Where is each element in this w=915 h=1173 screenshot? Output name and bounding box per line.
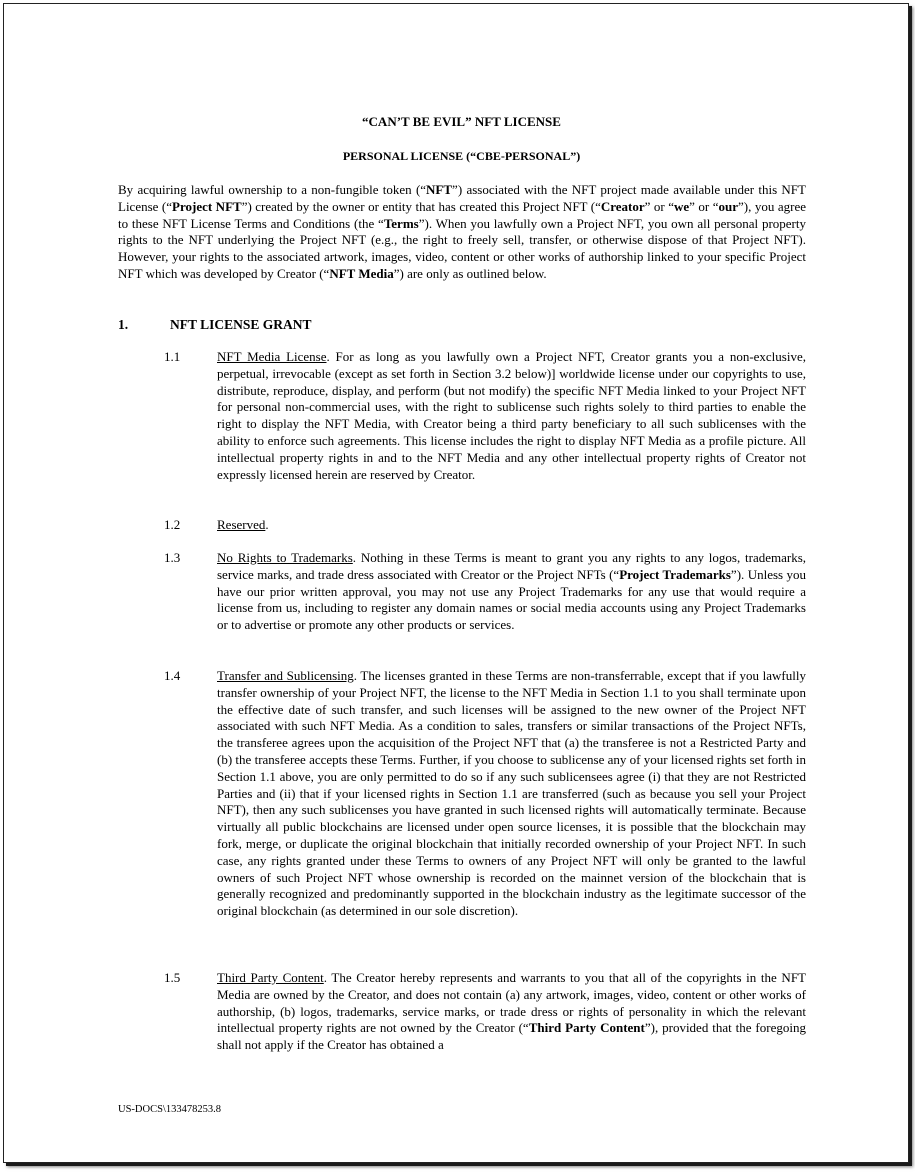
defined-term: our xyxy=(718,198,739,214)
clause-text: . For as long as you lawfully own a Project NFT, Creator grants you a non-exclusive, perpetual, irrevocable (except as set forth in Section 3.2 below)] worldwide license under our copyrights to use, distribute, reproduce, display, and perform (but not modify) the specific NFT Media linked to your Project NFT for personal non-commercial uses, with the right to sublicense such rights solely to third parties to enable the right to display the NFT Media, with Creator being a third party beneficiary to all such sublicenses with the ability to enforce such agreements. This license includes the right to display NFT Media as a profile picture. All intellectual property rights in and to the NFT Media and any other intellectual property rights of Creator not expressly licensed herein are reserved by Creator. xyxy=(217,349,806,482)
intro-text: ”) are only as outlined below. xyxy=(393,265,547,281)
defined-term: Project Trademarks xyxy=(619,566,731,582)
document-id-footer: US-DOCS\133478253.8 xyxy=(118,1104,221,1115)
clause-number: 1.5 xyxy=(164,970,181,985)
intro-text: ” or “ xyxy=(689,198,719,214)
intro-text: ”), you agree to these NFT License Terms and Conditions (the “ xyxy=(118,198,806,231)
intro-paragraph xyxy=(118,182,806,283)
clause-1-5 xyxy=(164,970,806,1054)
document-subtitle: PERSONAL LICENSE (“CBE-PERSONAL”) xyxy=(342,149,581,163)
defined-term: Terms xyxy=(383,215,419,231)
section-heading xyxy=(118,316,312,333)
document-title: “CAN’T BE EVIL” NFT LICENSE xyxy=(362,114,561,129)
clause-text: ”), provided that the foregoing shall not apply if the Creator has obtained a xyxy=(217,1020,806,1053)
clause-heading: NFT Media License xyxy=(217,349,327,364)
clause-text: . xyxy=(265,517,269,532)
intro-text: By acquiring lawful ownership to a non-fungible token (“ xyxy=(118,182,427,197)
section-number: 1. xyxy=(118,317,129,332)
clause-1-4 xyxy=(164,668,806,920)
intro-text: ”) associated with the NFT project made available under this NFT License (“ xyxy=(118,182,806,214)
clause-text: . The licenses granted in these Terms are non-transferrable, except that if you lawfully transfer ownership of your Project NFT, the license to the NFT Media in Section 1.1 to you shall terminate upon the effective date of such transfer, and such licenses will be assigned to the new owner of the Project NFT associated with such NFT Media. As a condition to sales, transfers or similar transactions of the Project NFTs, the transferee agrees upon the acquisition of the Project NFT that (a) the transferee is not a Restricted Party and (b) the transferee accepts these Terms. Further, if you choose to sublicense any of your licensed rights set forth in Section 1.1 above, you are only permitted to do so if any such sublicensees agree (i) that they are not Restricted Parties and (ii) that if your licensed rights in Section 1.1 are transferred (such as because you sell your Project NFT), then any such sublicenses you have granted in such licensed rights will automatically terminate. Because virtually all public blockchains are licensed under open source licenses, it is possible that the blockchain may fork, merge, or duplicate the original blockchain that initially recorded ownership of your Project NFT. In such case, any rights granted under these Terms to owners of any Project NFT will only be granted to the lawful owners of such Project NFT whose ownership is recorded on the mainnet version of the blockchain that is generally recognized and predominantly supported in the blockchain industry as the legitimate successor of the original blockchain (as determined in our sole discretion). xyxy=(217,668,806,919)
defined-term: NFT xyxy=(426,182,453,197)
clause-1-1 xyxy=(164,349,806,483)
section-title: NFT LICENSE GRANT xyxy=(170,317,312,332)
clause-text: . The Creator hereby represents and warrants to you that all of the copyrights in the NFT Media are owned by the Creator, and does not contain (a) any artwork, images, video, content or other works of authorship, (b) logos, trademarks, service marks, or trade dress or rights of personality in which the relevant intellectual property rights are not owned by the Creator (“ xyxy=(217,970,806,1036)
defined-term: we xyxy=(674,198,690,214)
clause-number: 1.1 xyxy=(164,349,181,364)
intro-text: ”) created by the owner or entity that has created this Project NFT (“ xyxy=(241,198,601,214)
clause-1-2 xyxy=(164,517,806,534)
defined-term: Project NFT xyxy=(172,198,242,214)
clause-number: 1.4 xyxy=(164,668,181,683)
defined-term: Creator xyxy=(600,198,645,214)
clause-heading: Reserved xyxy=(217,517,266,532)
clause-number: 1.2 xyxy=(164,517,181,532)
clause-1-3 xyxy=(164,550,806,634)
clause-heading: Third Party Content xyxy=(217,970,324,985)
defined-term: Third Party Content xyxy=(528,1020,645,1036)
defined-term: NFT Media xyxy=(329,265,394,281)
clause-heading: Transfer and Sublicensing xyxy=(217,668,354,683)
clause-heading: No Rights to Trademarks xyxy=(217,550,353,565)
intro-text: ”). When you lawfully own a Project NFT, you own all personal property rights to the NFT underlying the Project NFT (e.g., the right to freely sell, transfer, or otherwise dispose of that Project NFT). However, your rights to the associated artwork, images, video, content or other works of authorship linked to your specific Project NFT which was developed by Creator (“ xyxy=(118,215,806,281)
intro-text: ” or “ xyxy=(644,198,674,214)
clause-number: 1.3 xyxy=(164,550,181,565)
document-page xyxy=(3,3,909,1163)
clause-text: ”). Unless you have our prior written approval, you may not use any Project Trademarks for any use that would require a license from us, including to register any domain names or social media accounts using any Project Trademarks or to advertise or promote any other products or services. xyxy=(217,566,806,633)
clause-text: . Nothing in these Terms is meant to grant you any rights to any logos, trademarks, service marks, and trade dress associated with Creator or the Project NFTs (“ xyxy=(217,550,807,582)
